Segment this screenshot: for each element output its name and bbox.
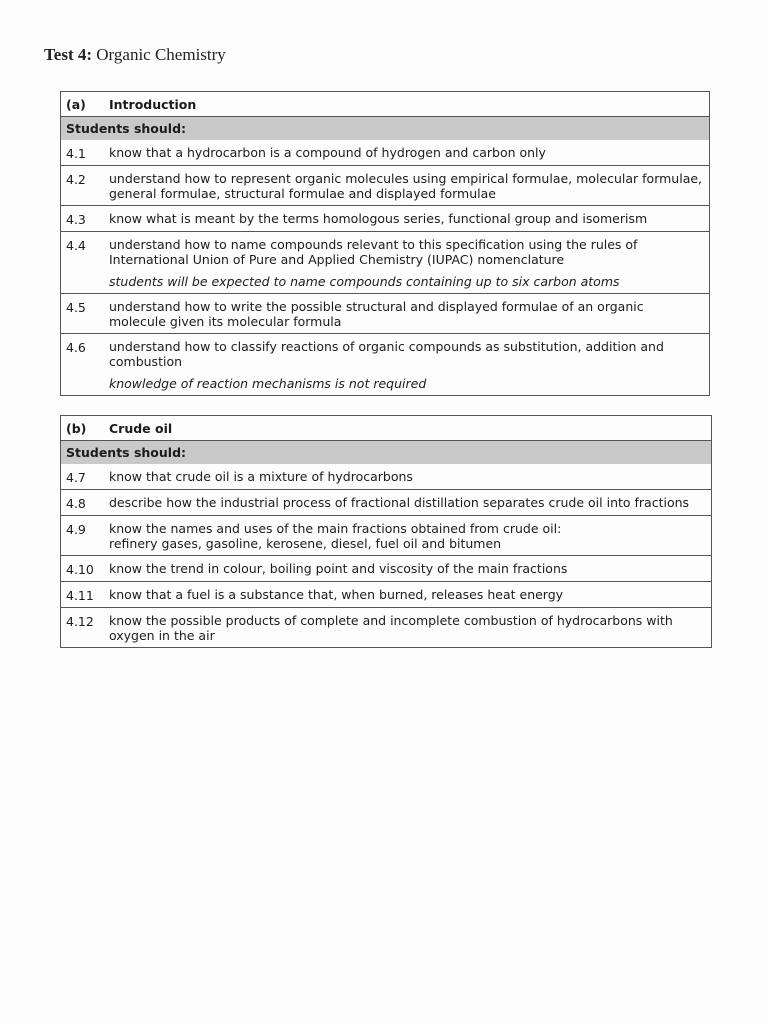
section-header (61, 416, 711, 440)
section-table-crude-oil (60, 415, 712, 648)
item-text-cell (109, 469, 711, 485)
item-text: understand how to classify reactions of organic compounds as substitution, addition and combustion (109, 339, 664, 369)
item-number: 4.9 (66, 522, 86, 537)
item-text-cell (109, 613, 711, 643)
item-text: understand how to represent organic molecules using empirical formulae, molecular formulae, general formulae, structural formulae and displayed formulae (109, 171, 703, 201)
item-text: know the names and uses of the main fractions obtained from crude oil: refinery gases, gasoline, kerosene, diesel, fuel oil and bitumen (109, 521, 562, 551)
section-letter: (a) (66, 96, 86, 112)
item-number: 4.3 (66, 212, 86, 227)
item-number: 4.11 (66, 588, 94, 603)
table-row (61, 205, 709, 231)
section-letter: (b) (66, 420, 87, 436)
page-title-subject: Organic Chemistry (96, 45, 226, 64)
table-row (61, 464, 711, 489)
item-text: understand how to write the possible structural and displayed formulae of an organic molecule given its molecular formula (109, 299, 644, 329)
item-note: knowledge of reaction mechanisms is not required (109, 376, 427, 391)
table-row (61, 555, 711, 581)
item-text-cell (109, 299, 709, 329)
item-number: 4.7 (66, 470, 86, 485)
item-text-cell (109, 145, 709, 161)
table-row (61, 581, 711, 607)
table-row (61, 607, 711, 647)
table-row (61, 293, 709, 333)
item-text: know the trend in colour, boiling point and viscosity of the main fractions (109, 561, 568, 576)
item-text-cell (109, 561, 711, 577)
item-text-cell (109, 339, 709, 391)
table-row (61, 140, 709, 165)
item-text-cell (109, 237, 709, 289)
item-text-cell (109, 495, 711, 511)
section-table-introduction (60, 91, 710, 396)
item-text: know what is meant by the terms homologous series, functional group and isomerism (109, 211, 648, 226)
item-number: 4.1 (66, 146, 86, 161)
table-row (61, 333, 709, 395)
item-number: 4.12 (66, 614, 94, 629)
table-row (61, 231, 709, 293)
students-should-header: Students should: (61, 440, 711, 464)
page-title (44, 45, 226, 65)
item-text: describe how the industrial process of fractional distillation separates crude oil into fractions (109, 495, 690, 510)
item-text: know that a hydrocarbon is a compound of hydrogen and carbon only (109, 145, 546, 160)
page-title-test-number: Test 4: (44, 45, 93, 64)
section-header (61, 92, 709, 116)
item-text-cell (109, 521, 711, 551)
item-text-cell (109, 211, 709, 227)
item-number: 4.8 (66, 496, 86, 511)
item-number: 4.5 (66, 300, 86, 315)
table-row (61, 489, 711, 515)
item-text: know that crude oil is a mixture of hydrocarbons (109, 469, 413, 484)
table-row (61, 515, 711, 555)
item-text: know that a fuel is a substance that, when burned, releases heat energy (109, 587, 564, 602)
item-number: 4.2 (66, 172, 86, 187)
item-text-cell (109, 587, 711, 603)
students-should-header: Students should: (61, 116, 709, 140)
item-number: 4.10 (66, 562, 94, 577)
table-row (61, 165, 709, 205)
item-text-cell (109, 171, 709, 201)
item-text: understand how to name compounds relevant to this specification using the rules of International Union of Pure and Applied Chemistry (IUPAC) nomenclature (109, 237, 638, 267)
item-note: students will be expected to name compounds containing up to six carbon atoms (109, 274, 620, 289)
section-heading: Introduction (109, 96, 197, 112)
item-text: know the possible products of complete and incomplete combustion of hydrocarbons with oxygen in the air (109, 613, 673, 643)
item-number: 4.6 (66, 340, 86, 355)
item-number: 4.4 (66, 238, 86, 253)
section-heading: Crude oil (109, 420, 173, 436)
